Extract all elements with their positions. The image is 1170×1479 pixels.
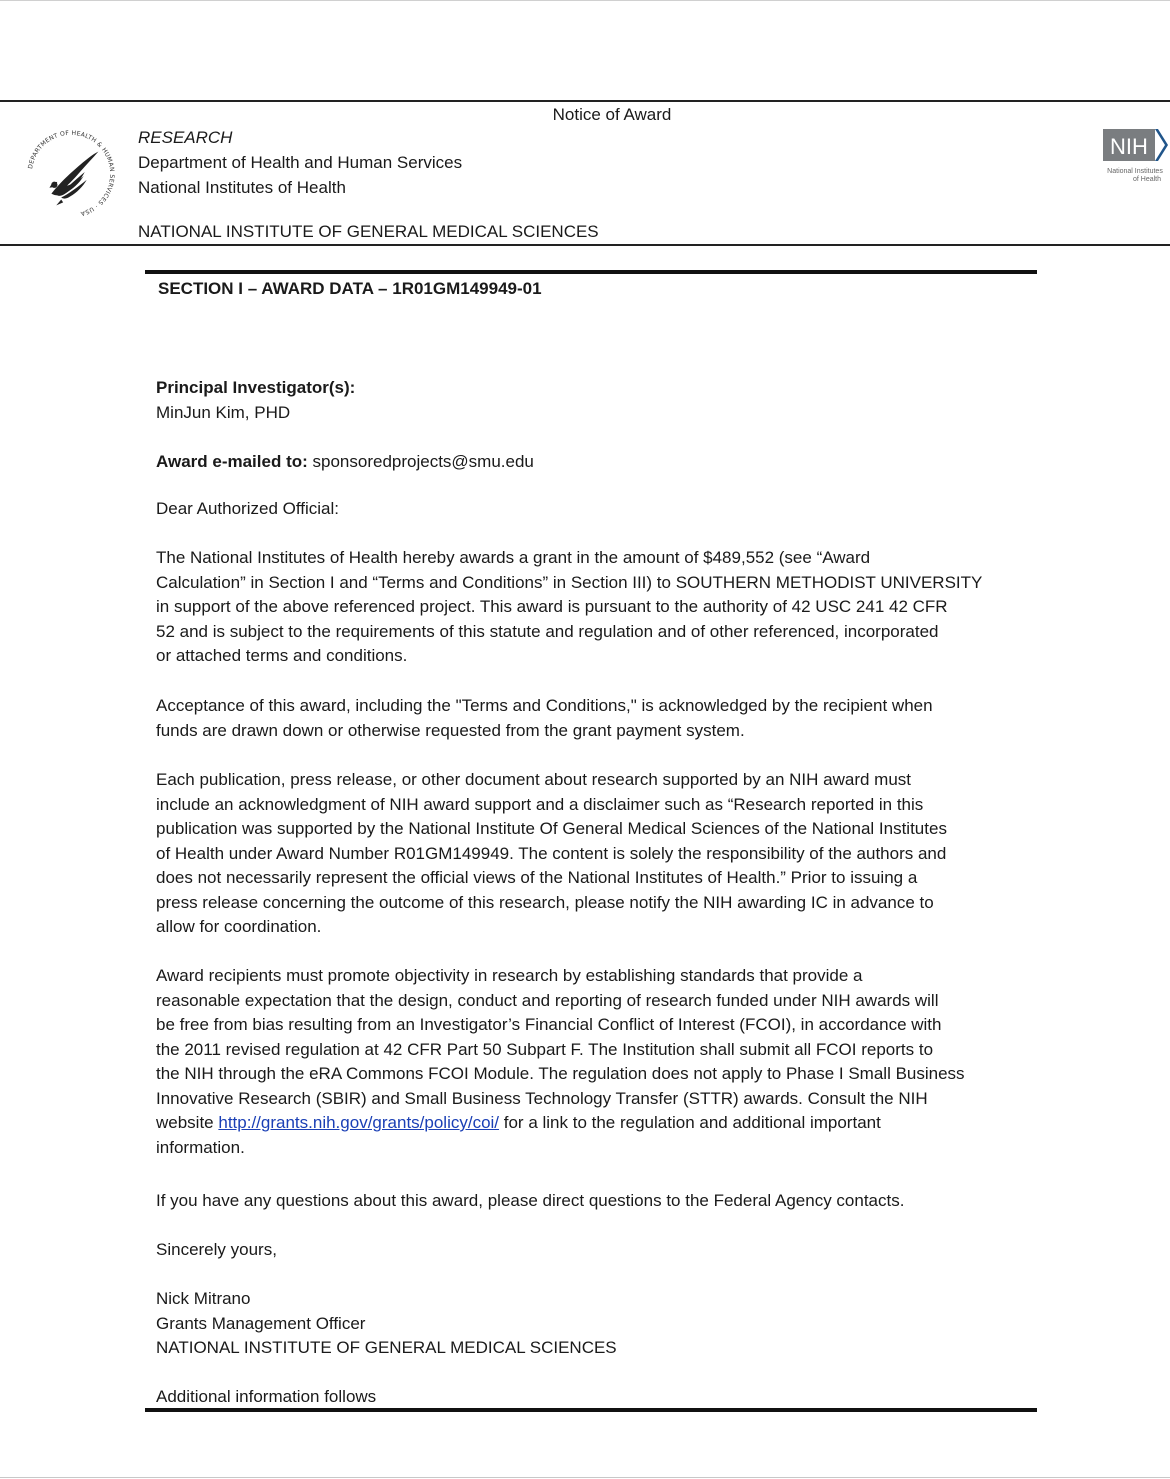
text-line: be free from bias resulting from an Investigator’s Financial Conflict of Interest (FCOI), in accordance with xyxy=(156,1015,942,1034)
text-line: 52 and is subject to the requirements of this statute and regulation and of other referenced, incorporated xyxy=(156,621,939,641)
email-line xyxy=(156,450,1036,475)
coi-policy-link[interactable]: http://grants.nih.gov/grants/policy/coi/ xyxy=(218,1113,500,1132)
nih-logo-icon xyxy=(1095,126,1170,186)
salutation: Dear Authorized Official: xyxy=(156,499,339,518)
signer-title: Grants Management Officer xyxy=(156,1313,366,1333)
text-line: The National Institutes of Health hereby awards a grant in the amount of $489,552 (see “Award xyxy=(156,548,871,567)
page-top-border xyxy=(0,0,1170,1)
header-bottom-rule xyxy=(0,244,1170,246)
signer-name: Nick Mitrano xyxy=(156,1289,251,1308)
text-line: in support of the above referenced project. This award is pursuant to the authority of 42 USC 241 42 CFR xyxy=(156,597,948,616)
paragraph-publication xyxy=(156,768,1036,940)
nih-logo-abbr: NIH xyxy=(1110,134,1148,159)
institute-name: NATIONAL INSTITUTE OF GENERAL MEDICAL SCIENCES xyxy=(138,222,599,241)
text-line: Award recipients must promote objectivity in research by establishing standards that provide a xyxy=(156,966,863,985)
section-bottom-rule xyxy=(145,1408,1037,1412)
agency-name: National Institutes of Health xyxy=(138,178,346,197)
paragraph-questions: If you have any questions about this award, please direct questions to the Federal Agency contacts. xyxy=(156,1191,905,1210)
text-line: funds are drawn down or otherwise requested from the grant payment system. xyxy=(156,720,745,740)
text-line: allow for coordination. xyxy=(156,917,322,936)
email-value: sponsoredprojects@smu.edu xyxy=(312,452,534,471)
pi-label: Principal Investigator(s): xyxy=(156,378,356,397)
text-line: the 2011 revised regulation at 42 CFR Part 50 Subpart F. The Institution shall submit all FCOI reports to xyxy=(156,1039,934,1059)
pi-name: MinJun Kim, PHD xyxy=(156,402,291,422)
link-prefix: website xyxy=(156,1113,219,1132)
text-line: reasonable expectation that the design, conduct and reporting of research funded under NIH awards will xyxy=(156,990,939,1010)
signer-org: NATIONAL INSTITUTE OF GENERAL MEDICAL SCIENCES xyxy=(156,1338,617,1357)
paragraph-award-amount xyxy=(156,546,1036,669)
seal-text: DEPARTMENT OF HEALTH & HUMAN SERVICES · USA xyxy=(27,129,116,217)
award-category: RESEARCH xyxy=(138,128,233,147)
section-top-rule xyxy=(145,270,1037,274)
text-line: Acceptance of this award, including the "Terms and Conditions," is acknowledged by the recipient when xyxy=(156,696,933,715)
closing-sincerely: Sincerely yours, xyxy=(156,1240,277,1259)
text-line: include an acknowledgment of NIH award support and a disclaimer such as “Research reported in this xyxy=(156,794,924,814)
email-label: Award e-mailed to: xyxy=(156,452,308,471)
section-heading: SECTION I – AWARD DATA – 1R01GM149949-01 xyxy=(158,279,542,298)
pi-block xyxy=(156,376,1036,425)
notice-title: Notice of Award xyxy=(552,105,672,124)
signature-block xyxy=(156,1287,1036,1361)
paragraph-acceptance xyxy=(156,694,1036,743)
page-bottom-border xyxy=(0,1477,1170,1478)
text-line: publication was supported by the National Institute Of General Medical Sciences of the National Institutes xyxy=(156,819,947,838)
text-line: information. xyxy=(156,1137,245,1157)
additional-info-note: Additional information follows xyxy=(156,1387,377,1406)
text-line: Each publication, press release, or other document about research supported by an NIH award must xyxy=(156,770,912,789)
link-suffix: for a link to the regulation and additional important xyxy=(499,1113,881,1132)
text-line: the NIH through the eRA Commons FCOI Module. The regulation does not apply to Phase I Small Business xyxy=(156,1064,965,1083)
text-line-with-link xyxy=(156,1111,1036,1136)
text-line: of Health under Award Number R01GM149949. The content is solely the responsibility of the authors and xyxy=(156,843,947,863)
nih-logo-line2: of Health xyxy=(1132,176,1162,183)
hhs-seal-icon xyxy=(22,125,120,223)
text-line: Calculation” in Section I and “Terms and Conditions” in Section III) to SOUTHERN METHODIST UNIVERSITY xyxy=(156,572,983,592)
header-top-rule xyxy=(0,100,1170,102)
paragraph-fcoi xyxy=(156,964,1036,1160)
text-line: does not necessarily represent the official views of the National Institutes of Health.” Prior to issuing a xyxy=(156,868,918,887)
text-line: Innovative Research (SBIR) and Small Business Technology Transfer (STTR) awards. Consult the NIH xyxy=(156,1088,928,1108)
text-line: press release concerning the outcome of this research, please notify the NIH awarding IC in advance to xyxy=(156,892,934,912)
text-line: or attached terms and conditions. xyxy=(156,646,408,665)
department-name: Department of Health and Human Services xyxy=(138,153,463,172)
nih-logo-line1: National Institutes xyxy=(1107,168,1163,175)
